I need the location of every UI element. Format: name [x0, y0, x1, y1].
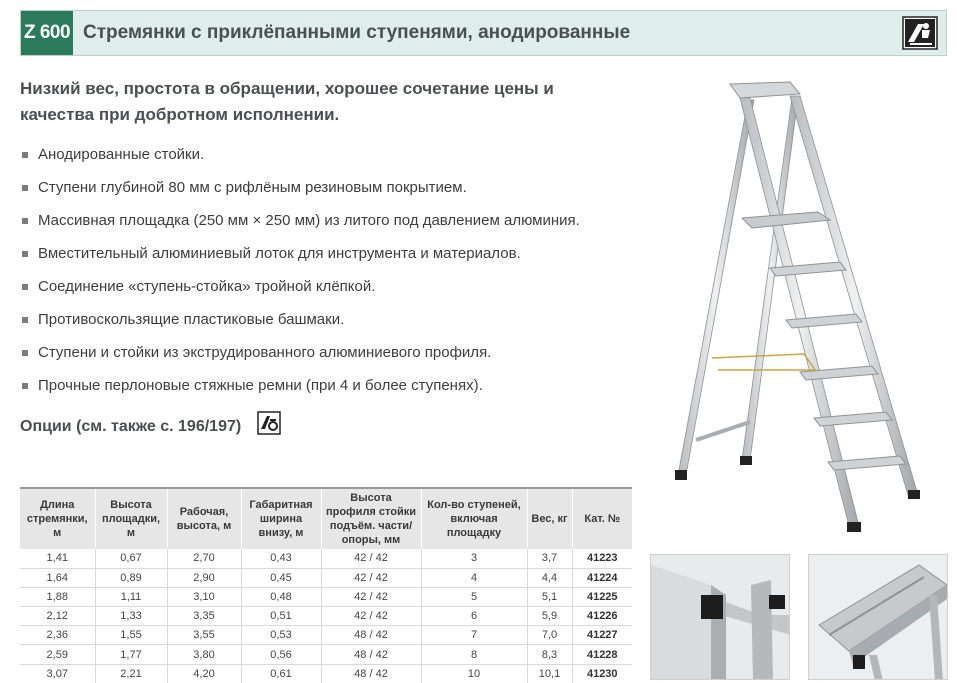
table-cell: 1,77	[95, 645, 167, 664]
table-cell: 5,1	[527, 587, 572, 606]
table-row	[20, 664, 632, 683]
table-cell: 1,64	[20, 568, 95, 587]
table-cell: 10	[421, 664, 527, 683]
table-cell: 3,35	[167, 607, 241, 626]
ladder-image	[640, 70, 940, 540]
options-heading: Опции (см. также с. 196/197)	[20, 418, 242, 435]
bullet-icon	[22, 152, 28, 158]
table-cell: 4,4	[527, 568, 572, 587]
feature-item: Вместительный алюминиевый лоток для инструмента и материалов.	[22, 242, 642, 275]
table-cell: 1,41	[20, 549, 95, 568]
table-cell: 0,56	[241, 645, 321, 664]
table-cell: 8,3	[527, 645, 572, 664]
column-header: Высота профиля стойки подъём. части/опоры, мм	[321, 488, 421, 549]
options-icon[interactable]	[257, 411, 281, 435]
header-bar	[20, 10, 947, 56]
column-header: Высота площадки, м	[95, 488, 167, 549]
bullet-icon	[22, 350, 28, 356]
spec-table	[20, 487, 632, 683]
bullet-icon	[22, 218, 28, 224]
tray-detail-image	[808, 554, 948, 680]
column-header: Кол-во ступеней, включая площадку	[421, 488, 527, 549]
table-cell: 48 / 42	[321, 664, 421, 683]
table-cell: 1,33	[95, 607, 167, 626]
column-header: Вес, кг	[527, 488, 572, 549]
table-cell: 3,07	[20, 664, 95, 683]
feature-item: Соединение «ступень-стойка» тройной клёпкой.	[22, 275, 642, 308]
table-cell: 0,43	[241, 549, 321, 568]
catalog-number: 41223	[572, 549, 632, 568]
feature-list	[22, 143, 642, 407]
table-cell: 48 / 42	[321, 645, 421, 664]
table-cell: 3,7	[527, 549, 572, 568]
catalog-number: 41225	[572, 587, 632, 606]
feature-item: Ступени и стойки из экструдированного алюминиевого профиля.	[22, 341, 642, 374]
table-cell: 2,70	[167, 549, 241, 568]
table-cell: 6	[421, 607, 527, 626]
product-code: Z 600	[21, 11, 73, 55]
table-cell: 4	[421, 568, 527, 587]
table-cell: 0,45	[241, 568, 321, 587]
table-cell: 0,61	[241, 664, 321, 683]
feature-item: Противоскользящие пластиковые башмаки.	[22, 308, 642, 341]
feature-item: Массивная площадка (250 мм × 250 мм) из литого под давлением алюминия.	[22, 209, 642, 242]
table-cell: 42 / 42	[321, 587, 421, 606]
table-cell: 1,88	[20, 587, 95, 606]
table-header-row	[20, 488, 632, 549]
table-cell: 10,1	[527, 664, 572, 683]
table-cell: 42 / 42	[321, 607, 421, 626]
catalog-number: 41228	[572, 645, 632, 664]
tray-detail-drawing	[809, 555, 948, 680]
catalog-number: 41224	[572, 568, 632, 587]
work-at-height-icon	[902, 16, 938, 50]
column-header: Рабочая, высота, м	[167, 488, 241, 549]
table-row	[20, 549, 632, 568]
table-cell: 2,90	[167, 568, 241, 587]
column-header: Кат. №	[572, 488, 632, 549]
bullet-icon	[22, 383, 28, 389]
bullet-icon	[22, 317, 28, 323]
table-cell: 4,20	[167, 664, 241, 683]
column-header: Габаритная ширина внизу, м	[241, 488, 321, 549]
table-cell: 0,89	[95, 568, 167, 587]
table-cell: 0,67	[95, 549, 167, 568]
bullet-icon	[22, 251, 28, 257]
table-cell: 0,48	[241, 587, 321, 606]
table-row	[20, 645, 632, 664]
table-row	[20, 568, 632, 587]
table-row	[20, 587, 632, 606]
table-cell: 2,59	[20, 645, 95, 664]
catalog-number: 41226	[572, 607, 632, 626]
column-header: Длина стремянки, м	[20, 488, 95, 549]
foot-detail-drawing	[651, 555, 790, 680]
table-cell: 1,11	[95, 587, 167, 606]
lead-text: Низкий вес, простота в обращении, хорошее сочетание цены и качества при добротном исполнении.	[20, 79, 554, 124]
catalog-number: 41227	[572, 626, 632, 645]
table-cell: 2,12	[20, 607, 95, 626]
table-cell: 7,0	[527, 626, 572, 645]
table-cell: 3,55	[167, 626, 241, 645]
table-cell: 7	[421, 626, 527, 645]
table-cell: 0,51	[241, 607, 321, 626]
table-cell: 42 / 42	[321, 568, 421, 587]
catalog-number: 41230	[572, 664, 632, 683]
table-cell: 5	[421, 587, 527, 606]
bullet-icon	[22, 284, 28, 290]
feature-item: Ступени глубиной 80 мм с рифлёным резиновым покрытием.	[22, 176, 642, 209]
table-row	[20, 626, 632, 645]
table-cell: 3,80	[167, 645, 241, 664]
feature-item: Прочные перлоновые стяжные ремни (при 4 и более ступенях).	[22, 374, 642, 407]
page-title: Стремянки с приклёпанными ступенями, анодированные	[83, 22, 631, 43]
table-row	[20, 607, 632, 626]
bullet-icon	[22, 185, 28, 191]
table-cell: 1,55	[95, 626, 167, 645]
feature-item: Анодированные стойки.	[22, 143, 642, 176]
foot-detail-image	[650, 554, 790, 680]
table-cell: 2,21	[95, 664, 167, 683]
table-cell: 5,9	[527, 607, 572, 626]
table-cell: 2,36	[20, 626, 95, 645]
table-cell: 8	[421, 645, 527, 664]
table-cell: 48 / 42	[321, 626, 421, 645]
table-cell: 3,10	[167, 587, 241, 606]
table-cell: 42 / 42	[321, 549, 421, 568]
table-cell: 0,53	[241, 626, 321, 645]
table-cell: 3	[421, 549, 527, 568]
